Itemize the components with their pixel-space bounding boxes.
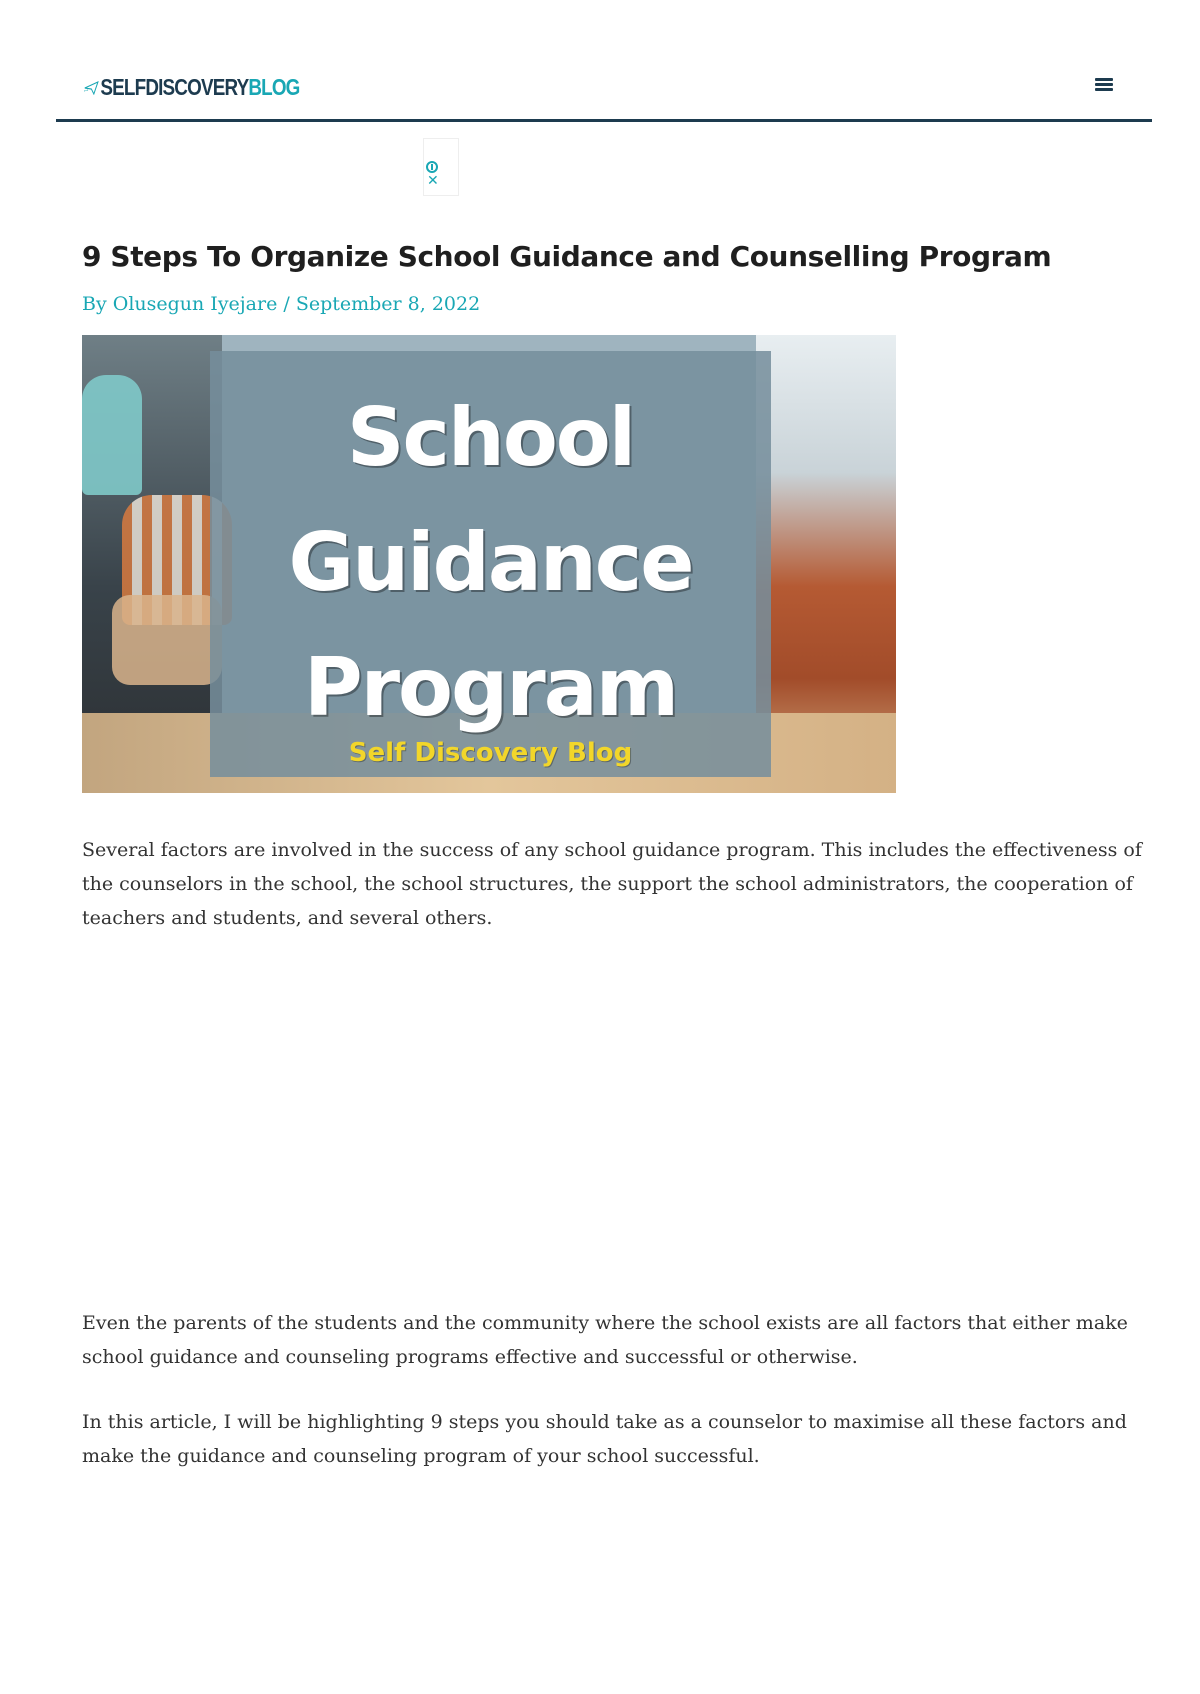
- featured-image-overlay: [210, 351, 771, 777]
- close-icon[interactable]: ✕: [427, 173, 439, 189]
- hamburger-menu-icon[interactable]: [1092, 76, 1116, 100]
- article-paragraph: In this article, I will be highlighting 9 steps you should take as a counselor to maximise all these factors and make the guidance and counseling program of your school successful.: [82, 1411, 1127, 1467]
- photo-person: [82, 375, 142, 495]
- site-logo[interactable]: [84, 74, 300, 101]
- article-paragraph: Even the parents of the students and the community where the school exists are all factors that either make school guidance and counseling programs effective and successful or otherwise.: [82, 1312, 1128, 1368]
- author-link[interactable]: Olusegun Iyejare: [112, 293, 278, 315]
- logo-text-accent: BLOG: [248, 74, 300, 100]
- article-byline: [82, 293, 480, 315]
- article-title: 9 Steps To Organize School Guidance and Counselling Program: [82, 240, 1052, 273]
- article-paragraph: Several factors are involved in the success of any school guidance program. This includes the effectiveness of the counselors in the school, the school structures, the support the school administrators, the cooperation of teachers and students, and several others.: [82, 839, 1142, 929]
- site-header: [56, 62, 1152, 122]
- featured-line-2: Guidance: [288, 516, 693, 609]
- paper-plane-icon: [84, 81, 99, 95]
- featured-brand: Self Discovery Blog: [348, 738, 633, 768]
- ad-choices-badge[interactable]: [423, 138, 459, 196]
- ad-info-icon[interactable]: [426, 161, 438, 173]
- byline-prefix: By: [82, 293, 113, 315]
- featured-image: [82, 335, 896, 793]
- featured-line-1: School: [346, 391, 635, 484]
- featured-line-3: Program: [303, 641, 678, 734]
- photo-chair: [112, 595, 222, 685]
- logo-text-primary: SELFDISCOVERY: [100, 74, 249, 100]
- byline-separator: /: [277, 293, 296, 315]
- post-date[interactable]: September 8, 2022: [295, 293, 481, 315]
- header-divider: [56, 119, 1152, 122]
